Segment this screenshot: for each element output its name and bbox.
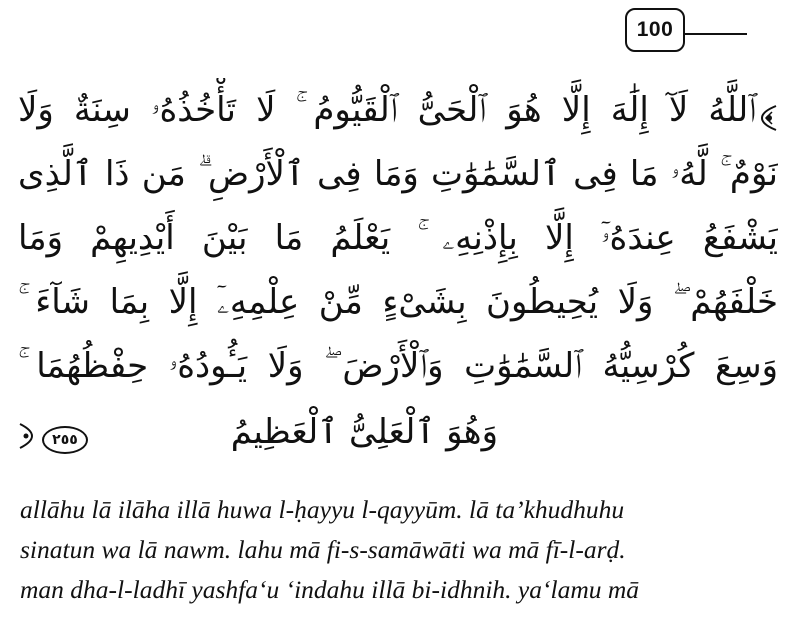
arabic-line-1: ٱللَّهُ لَآ إِلَٰهَ إِلَّا هُوَ ٱلْحَىُّ ٱلْقَيُّومُ ۚ لَا تَأْخُذُهُۥ سِنَةٌ وَلَا <box>18 90 756 130</box>
arabic-verse-block <box>18 78 778 478</box>
verse-end-ornament-icon <box>18 422 36 450</box>
arabic-line-5: وَسِعَ كُرْسِيُّهُ ٱلسَّمَٰوَٰتِ وَٱلْأَرْضَ ۖ وَلَا يَـُٔودُهُۥ حِفْظُهُمَا ۚ <box>18 346 778 386</box>
transliteration-block <box>20 490 790 610</box>
page-number-box <box>625 8 685 52</box>
transliteration-line-1: allāhu lā ilāha illā huwa l-ḥayyu l-qayyūm. lā ta’khudhuhu <box>20 495 625 524</box>
arabic-line-6-text: وَهُوَ ٱلْعَلِىُّ ٱلْعَظِيمُ <box>230 412 498 452</box>
arabic-line-6 <box>98 400 498 464</box>
arabic-line-2: نَوْمٌ ۚ لَّهُۥ مَا فِى ٱلسَّمَٰوَٰتِ وَمَا فِى ٱلْأَرْضِ ۗ مَن ذَا ٱلَّذِى <box>18 154 778 194</box>
arabic-line-4: خَلْفَهُمْ ۖ وَلَا يُحِيطُونَ بِشَىْءٍ مِّنْ عِلْمِهِۦٓ إِلَّا بِمَا شَآءَ ۚ <box>18 282 778 322</box>
arabic-line-3: يَشْفَعُ عِندَهُۥٓ إِلَّا بِإِذْنِهِۦ ۚ يَعْلَمُ مَا بَيْنَ أَيْدِيهِمْ وَمَا <box>18 218 778 258</box>
verse-number-marker <box>42 426 88 454</box>
page-number: 100 <box>636 18 674 41</box>
transliteration-line-2: sinatun wa lā nawm. lahu mā fi-s-samāwāti wa mā fī-l-arḍ. <box>20 535 626 564</box>
header-rule <box>685 33 747 35</box>
verse-number: ٢٥٥ <box>52 432 78 448</box>
transliteration-line-3: man dha-l-ladhī yashfa‘u ‘indahu illā bi-idhnih. ya‘lamu mā <box>20 575 640 604</box>
